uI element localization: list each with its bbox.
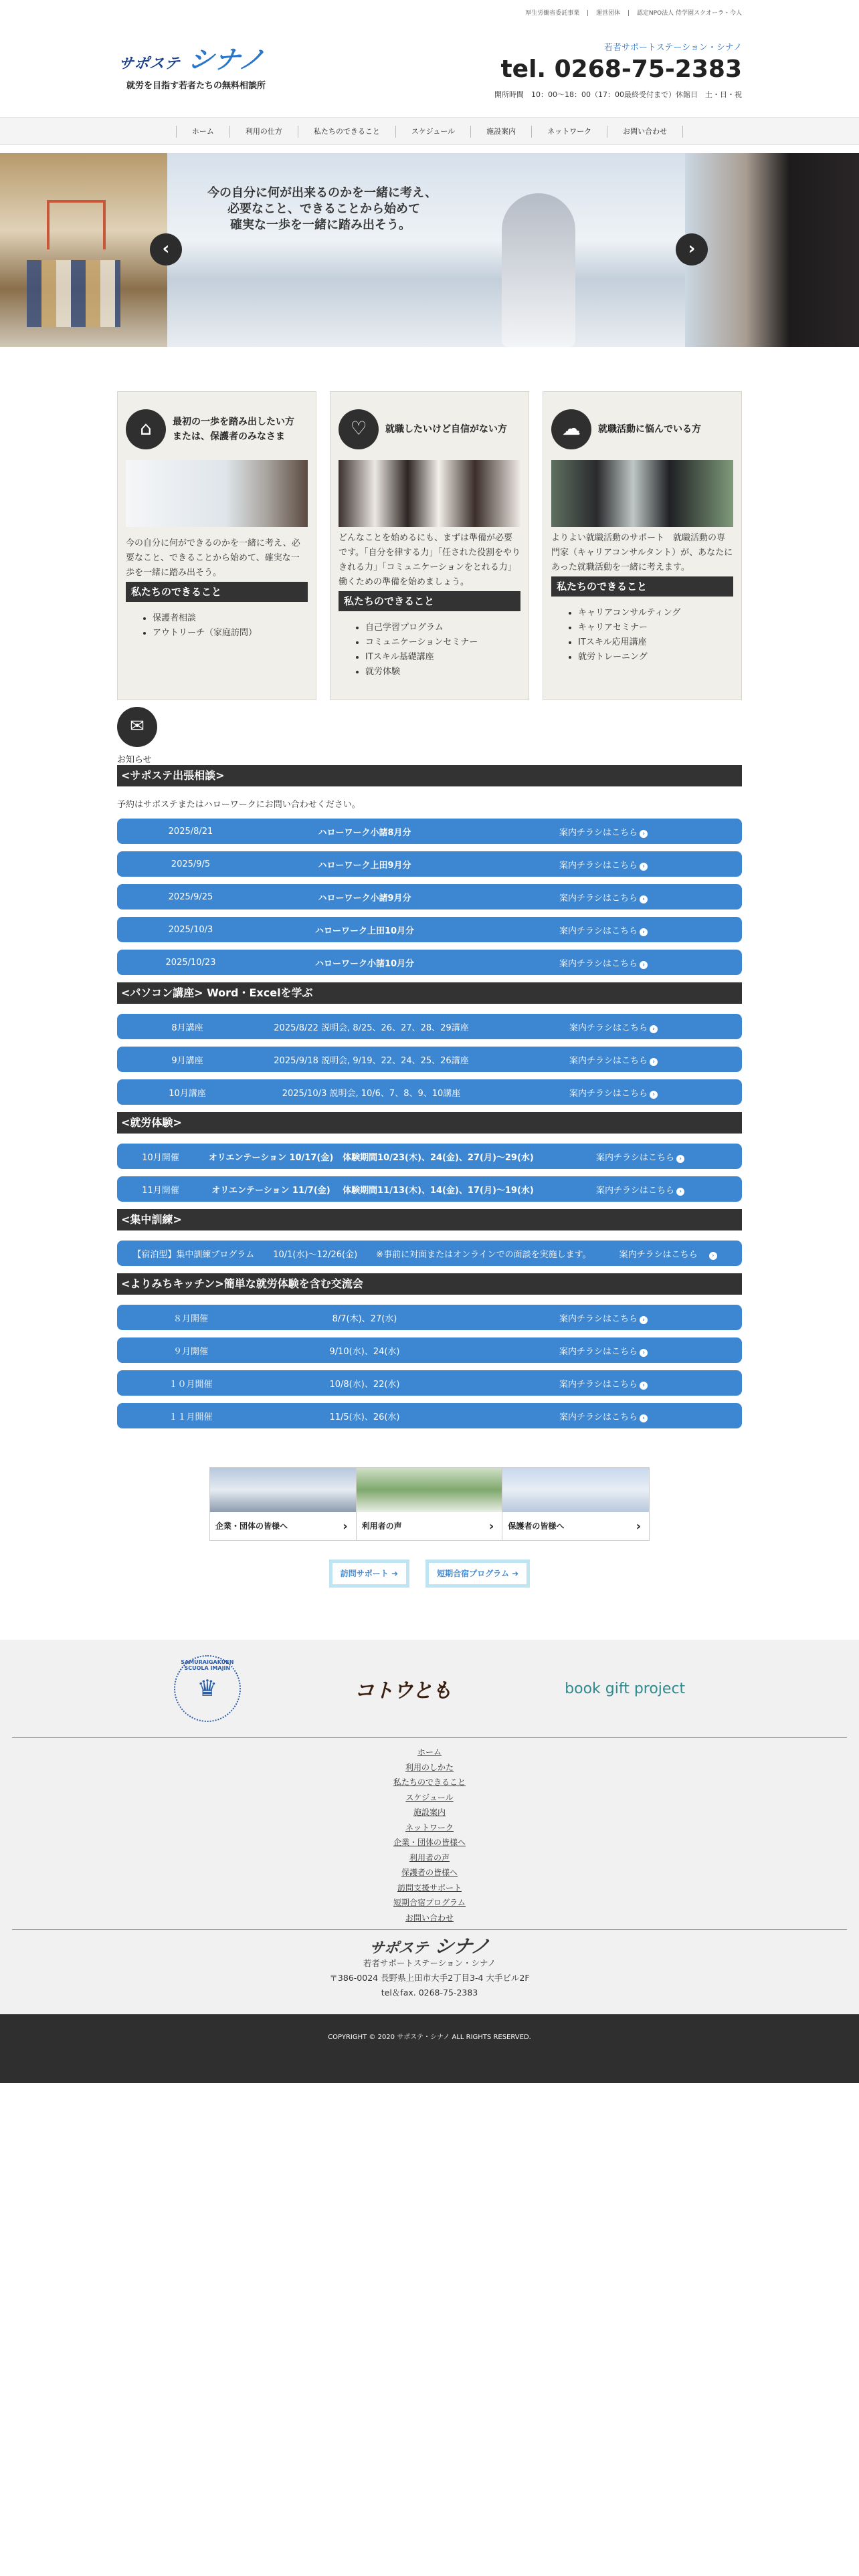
figure-icon: ♛ [197,1675,218,1702]
opening-hours: 開所時間 10：00〜18：00（17：00最終受付まで）休館日 土・日・祝 [494,90,742,99]
section-heading: <集中訓練> [117,1209,742,1230]
copyright-text: COPYRIGHT © 2020 サポステ・シナノ ALL RIGHTS RESERVED. [328,2034,531,2041]
nav-item-facility[interactable]: 施設案内 [470,126,531,138]
footer [0,1640,859,2014]
schedule-row[interactable]: 2025/10/23 ハローワーク小諸10月分 案内チラシはこちら › [117,950,742,975]
footer-link[interactable]: 短期合宿プログラム [393,1898,466,1907]
nav-item-home[interactable]: ホーム [176,126,229,138]
schedule-row[interactable]: 2025/8/21 ハローワーク小諸8月分 案内チラシはこちら › [117,819,742,844]
copyright-bar [0,2014,859,2083]
logo-big-text: シナノ [186,45,267,74]
arrow-icon: ➜ [512,1569,519,1578]
footer-links [0,1738,859,1925]
nav-item-contact[interactable]: お問い合わせ [607,126,683,138]
schedule-row[interactable]: 【宿泊型】集中訓練プログラム 10/1(水)〜12/26(金) ※事前に対面またはオンラインでの面談を実施します。 案内チラシはこちら › [117,1241,742,1266]
box-list: • キャリアコンサルティング • キャリアセミナー • ITスキル応用講座 • 就労トレーニング [578,606,733,665]
box-description: よりよい就職活動のサポート 就職活動の専門家（キャリアコンサルタント）が、あなたにあった就職活動を一緒に考えます。 [551,533,733,572]
schedule-row[interactable]: １１月開催 11/5(水)、26(水) 案内チラシはこちら › [117,1403,742,1428]
footer-link[interactable]: 保護者の皆様へ [401,1868,458,1877]
arrow-icon: › [640,895,648,903]
footer-link[interactable]: 私たちのできること [393,1778,466,1787]
schedule-row[interactable]: 2025/10/3 ハローワーク上田10月分 案内チラシはこちら › [117,917,742,942]
schedule-row[interactable]: 11月開催 オリエンテーション 11/7(金) 体験期間11/13(木)、14(金)、17(月)〜19(水) 案内チラシはこちら › [117,1176,742,1202]
hero-left-photo [0,153,167,347]
topbar: 厚生労働省委託事業 | 運営団体 | 認定NPO法人 侍学園スクオーラ・今人 [525,10,742,17]
arrow-icon: › [640,961,648,969]
topbar-link[interactable]: 認定NPO法人 侍学園スクオーラ・今人 [636,10,742,17]
box-photo [551,460,733,527]
section-heading: <サポステ出張相談> [117,765,742,786]
arrow-icon: › [676,1155,684,1163]
box-subheading: 私たちのできること [551,576,733,597]
service-box: ♡ 就職したいけど自信がない方 どんなことを始めるにも、まずは準備が必要です。「自分を律する力」「任された役割をやりきれる力」「コミュニケーションをとれる力」働くための準備を始めましょう。 私たちのできること • 自己学習プログラム • コミュニケーションセミナー • ITスキル基礎講座 • 就労体験 [330,391,529,700]
topbar-link[interactable]: 厚生労働省委託事業 [525,10,580,17]
nav-item-network[interactable]: ネットワーク [531,126,607,138]
section-heading: <パソコン講座> Word・Excelを学ぶ [117,982,742,1004]
arrow-icon: › [676,1188,684,1196]
arrow-icon: › [640,1382,648,1390]
box-list: • 保護者相談 • アウトリーチ（家庭訪問） [153,611,308,641]
footer-link[interactable]: スケジュール [405,1792,454,1802]
section-heading: <よりみちキッチン>簡単な就労体験を含む交流会 [117,1273,742,1295]
footer-link[interactable]: 利用のしかた [405,1762,454,1772]
schedule-row[interactable]: 2025/9/5 ハローワーク上田9月分 案内チラシはこちら › [117,851,742,877]
topbar-link[interactable]: 運営団体 [596,10,621,17]
schedule-row[interactable]: 2025/9/25 ハローワーク小諸9月分 案内チラシはこちら › [117,884,742,909]
header [117,20,742,117]
arrow-icon: › [640,1414,648,1422]
home-icon: ⌂ [126,409,166,449]
arrow-icon: › [650,1058,658,1066]
nav-item-services[interactable]: 私たちのできること [298,126,395,138]
hero-caption: 今の自分に何が出来るのかを一緒に考え、 必要なこと、できることから始めて 確実な一歩を一緒に踏み出そう。 [207,186,438,232]
arrow-icon: › [640,1316,648,1324]
arrow-icon: › [640,1349,648,1357]
site-logo[interactable] [117,39,280,91]
schedule-row[interactable]: 9月講座 2025/9/18 説明会, 9/19、22、24、25、26講座 案内チラシはこちら › [117,1047,742,1072]
main-content [117,391,742,1588]
main-nav [0,117,859,145]
phone-number[interactable]: tel. 0268-75-2383 [500,56,742,83]
footer-link[interactable]: 企業・団体の皆様へ [393,1838,466,1847]
box-list: • 自己学習プログラム • コミュニケーションセミナー • ITスキル基礎講座 • 就労体験 [365,621,520,679]
box-description: どんなことを始めるにも、まずは準備が必要です。「自分を律する力」「任された役割をやりきれる力」「コミュニケーションをとれる力」働くための準備を始めましょう。 [339,533,520,587]
footer-postal-address: 〒386-0024 長野県上田市大手2丁目3-4 大手ビル2F [329,1973,530,1983]
nav-item-schedule[interactable]: スケジュール [395,126,470,138]
footer-link[interactable]: ネットワーク [405,1822,454,1832]
hero-slider [0,153,859,347]
slider-next-button[interactable]: › [676,233,708,265]
schedule-row[interactable]: 8月講座 2025/8/22 説明会, 8/25、26、27、28、29講座 案内チラシはこちら › [117,1014,742,1039]
box-subheading: 私たちのできること [339,591,520,611]
banner-parents[interactable]: 保護者の皆様へ › [502,1468,649,1540]
schedule-row[interactable]: 10月講座 2025/10/3 説明会, 10/6、7、8、9、10講座 案内チラシはこちら › [117,1079,742,1105]
footer-link[interactable]: 施設案内 [413,1808,446,1817]
slider-prev-button[interactable]: ‹ [150,233,182,265]
footer-link[interactable]: 利用者の声 [409,1852,450,1862]
camp-program-button[interactable]: 短期合宿プログラム ➜ [425,1560,530,1588]
tagline: 就労を目指す若者たちの無料相談所 [126,81,266,91]
arrow-icon: › [640,830,648,838]
arrow-icon: › [640,928,648,936]
org-name: 若者サポートステーション・シナノ [603,43,742,53]
pill-buttons [117,1560,742,1588]
section-heading: <就労体験> [117,1112,742,1134]
footer-logo[interactable]: サポステ シナノ [368,1935,492,1957]
cloud-icon: ☁ [551,409,591,449]
footer-link[interactable]: ホーム [417,1747,442,1757]
schedule-row[interactable]: １０月開催 10/8(水)、22(水) 案内チラシはこちら › [117,1370,742,1396]
box-subheading: 私たちのできること [126,582,308,602]
footer-org-name: 若者サポートステーション・シナノ [363,1958,496,1968]
footer-tel: tel＆fax. 0268-75-2383 [381,1988,478,1998]
chat-icon: ✉ [117,707,157,747]
arrow-icon: › [640,863,648,871]
footer-link[interactable]: お問い合わせ [405,1913,454,1923]
kotoutomo-logo[interactable]: コトウとも [354,1679,452,1703]
service-boxes [117,391,742,700]
box-photo [339,460,520,527]
news-label: お知らせ [117,755,152,765]
partner-logos [117,1640,742,1737]
service-box: ⌂ 最初の一歩を踏み出したい方 または、保護者のみなさま 今の自分に何ができるのかを一緒に考え、必要なこと、できることから始めて、確実な一歩を一緒に踏み出そう。 私たちのできること • 保護者相談 • アウトリーチ（家庭訪問） [117,391,316,700]
schedule-row[interactable]: ８月開催 8/7(木)、27(水) 案内チラシはこちら › [117,1305,742,1330]
footer-link[interactable]: 訪問支援サポート [397,1883,462,1893]
schedule-row[interactable]: 10月開催 オリエンテーション 10/17(金) 体験期間10/23(木)、24(金)、27(月)〜29(水) 案内チラシはこちら › [117,1144,742,1169]
logo-small-text: サポステ [117,56,181,72]
book-gift-project-logo[interactable]: book gift project [565,1680,686,1697]
schedule-row[interactable]: ９月開催 9/10(水)、24(水) 案内チラシはこちら › [117,1337,742,1363]
arrow-icon: ➜ [391,1569,399,1578]
banner-companies[interactable]: 企業・団体の皆様へ › [210,1468,357,1540]
heart-icon: ♡ [339,409,379,449]
hero-main-photo [167,153,685,347]
box-description: 今の自分に何ができるのかを一緒に考え、必要なこと、できることから始めて、確実な一歩を一緒に踏み出そう。 [126,538,300,578]
visit-support-button[interactable]: 訪問サポート ➜ [329,1560,409,1588]
service-box: ☁ 就職活動に悩んでいる方 よりよい就職活動のサポート 就職活動の専門家（キャリアコンサルタント）が、あなたにあった就職活動を一緒に考えます。 私たちのできること • キャリアコンサルティング • キャリアセミナー • ITスキル応用講座 • 就労トレーニング [543,391,742,700]
footer-address [0,1930,859,2000]
arrow-icon: › [709,1252,717,1260]
nav-item-usage[interactable]: 利用の仕方 [229,126,298,138]
arrow-icon: › [650,1091,658,1099]
box-photo [126,460,308,527]
banner-row [209,1467,650,1541]
page-wrapper [117,0,742,117]
banner-user-voices[interactable]: 利用者の声 › [357,1468,503,1540]
samurai-gakuen-logo[interactable]: ♛ SAMURAIGAKUEN SCUOLA IMAJIN [174,1655,241,1722]
arrow-icon: › [650,1025,658,1033]
header-contact [494,40,742,100]
hero-right-photo [685,153,859,347]
section-note: 予約はサポステまたはハローワークにお問い合わせください。 [117,800,361,810]
